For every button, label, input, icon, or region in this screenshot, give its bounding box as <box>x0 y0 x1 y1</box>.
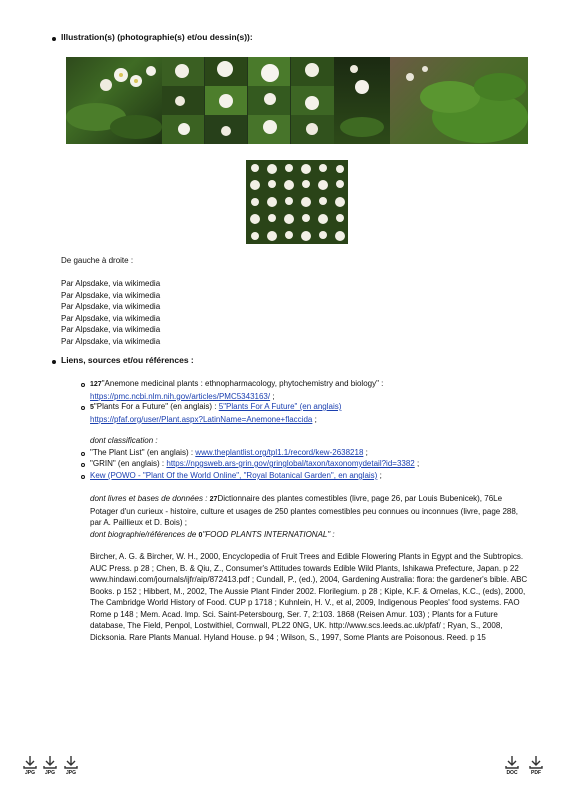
download-doc[interactable] <box>503 755 521 779</box>
illustrations-heading: Illustration(s) (photographie(s) et/ou dessin(s)): <box>61 32 253 42</box>
ref-number: 127 <box>90 381 102 388</box>
download-label: JPG <box>65 770 76 776</box>
sub-bullet <box>81 452 85 456</box>
download-icon <box>21 755 39 770</box>
sub-bullet <box>81 475 85 479</box>
grid-graphic <box>246 160 348 244</box>
credits-intro: De gauche à droite : <box>61 256 134 265</box>
separator: ; <box>414 459 420 468</box>
download-jpg-1[interactable] <box>21 755 39 779</box>
pfaf-title-link[interactable]: 5"Plants For A Future" (en anglais) <box>218 402 342 411</box>
download-label: DOC <box>506 770 518 776</box>
credit-line: Par Alpsdake, via wikimedia <box>61 302 161 311</box>
books-label: dont livres et bases de données : <box>90 494 210 503</box>
photo-3[interactable] <box>334 57 390 144</box>
credit-line: Par Alpsdake, via wikimedia <box>61 325 161 334</box>
separator: ; <box>377 471 382 480</box>
classification-1 <box>90 447 530 459</box>
classification-3 <box>90 470 530 482</box>
pmc-link[interactable]: https://pmc.ncbi.nlm.nih.gov/articles/PMC5343163/ <box>90 391 271 401</box>
ref-number: 5 <box>90 404 94 411</box>
source-name: "GRIN" (en anglais) : <box>90 459 167 468</box>
collage-graphic <box>162 57 334 144</box>
download-icon <box>41 755 59 770</box>
photo-2[interactable] <box>162 57 334 144</box>
credit-line: Par Alpsdake, via wikimedia <box>61 337 161 346</box>
plantlist-link[interactable]: www.theplantlist.org/tpl1.1/record/kew-2638218 <box>195 448 364 457</box>
grin-link[interactable]: https://npgsweb.ars-grin.gov/gringlobal/taxon/taxonomydetail?id=3382 <box>166 459 415 468</box>
download-jpg-2[interactable] <box>41 755 59 779</box>
ref-title: "Anemone medicinal plants : ethnopharmacology, phytochemistry and biology" : <box>101 379 384 388</box>
foliage-graphic <box>390 57 528 144</box>
bibliography-text: Bircher, A. G. & Bircher, W. H., 2000, Encyclopedia of Fruit Trees and Edible Flowering Plants in Egypt and the Subtropics. AUC Press. p 28 ; Chen, B. & Qiu, Z., Consumer's Attitudes towards Edible Wild Plants, Ishikawa Prefecture, Japan. p 22 www.hindawi.com/journals/ijfr/aip/872413.pdf ; Cundall, P., (ed.), 2004, Gardening Australia: flora: the gardener's bible. ABC Books. p 152 ; Hibbert, M., 2002, The Aussie Plant Finder 2002. Florilegium. p 28 ; Kiple, K.F. & Ornelas, K.C., (eds), 2000, The Cambridge World History of Food. CUP p 1718 ; Kuhnlein, H. V., et al, 2009, Indigenous Peoples' food systems. FAO Rome p 148 ; Mem. Acad. Imp. Sci. Saint-Petersbourg, Ser. 7, 2:103. 1868 (Reisen Amur. 103) ; Plants for a Future database, The Field, Penpol, Lostwithiel, Cornwall, PL22 0NG, UK. http://www.scs.leeds.ac.uk/pfaf/ ; Ryan, S., 2008, Dicksonia. Rare Plants Manual. Hyland House. p 94 ; Wilson, S., 1997, Some Plants are Poisonous. Reed. p 15 <box>90 552 528 642</box>
kew-link[interactable]: Kew (POWO - "Plant Of the World Online", "Royal Botanical Garden", en anglais) <box>90 471 378 480</box>
photo-1[interactable] <box>66 57 162 144</box>
classification-label: dont classification : <box>90 436 158 445</box>
credit-line: Par Alpsdake, via wikimedia <box>61 291 161 300</box>
download-label: PDF <box>531 770 541 776</box>
ref-number: 0 <box>198 531 203 539</box>
separator: ; <box>270 391 275 401</box>
biblio-label: dont biographie/références de <box>90 529 199 539</box>
download-label: JPG <box>24 770 35 776</box>
credit-line: Par Alpsdake, via wikimedia <box>61 314 161 323</box>
bullet <box>52 360 56 364</box>
ref-number: 27 <box>209 496 218 503</box>
sub-bullet <box>81 463 85 467</box>
sub-bullet <box>81 406 85 410</box>
flower-graphic <box>334 57 390 144</box>
classification-2 <box>90 458 530 470</box>
sub-bullet <box>81 383 85 387</box>
download-pdf[interactable] <box>527 755 545 779</box>
photo-4[interactable] <box>390 57 528 144</box>
pfaf-link[interactable]: https://pfaf.org/user/Plant.aspx?LatinName=Anemone+flaccida <box>90 414 313 424</box>
download-icon <box>62 755 80 770</box>
books-section <box>90 493 530 541</box>
credit-line: Par Alpsdake, via wikimedia <box>61 279 161 288</box>
download-label: JPG <box>44 770 55 776</box>
source-name: "The Plant List" (en anglais) : <box>90 448 196 457</box>
ref-title: "Plants For a Future" (en anglais) : <box>93 402 219 411</box>
reference-1 <box>90 378 530 402</box>
photo-strip <box>66 57 528 144</box>
sources-heading: Liens, sources et/ou références : <box>61 355 194 365</box>
flower-graphic <box>66 57 162 144</box>
biblio-title: "FOOD PLANTS INTERNATIONAL" : <box>202 529 335 539</box>
bullet <box>52 37 56 41</box>
reference-2 <box>90 401 530 425</box>
download-icon <box>527 755 545 770</box>
separator: ; <box>363 448 368 457</box>
separator: ; <box>312 414 317 424</box>
books-text: Dictionnaire des plantes comestibles (livre, page 26, par Louis Bubenicek), 76Le Potager d'un curieux - histoire, culture et usages de 250 plantes comestibles peu connues ou inconnues (livre, page 288, par A. Paillieux et D. Bois) ; <box>90 494 519 527</box>
download-icon <box>503 755 521 770</box>
download-jpg-3[interactable] <box>62 755 80 779</box>
thumbnail-grid-image[interactable] <box>246 160 348 244</box>
